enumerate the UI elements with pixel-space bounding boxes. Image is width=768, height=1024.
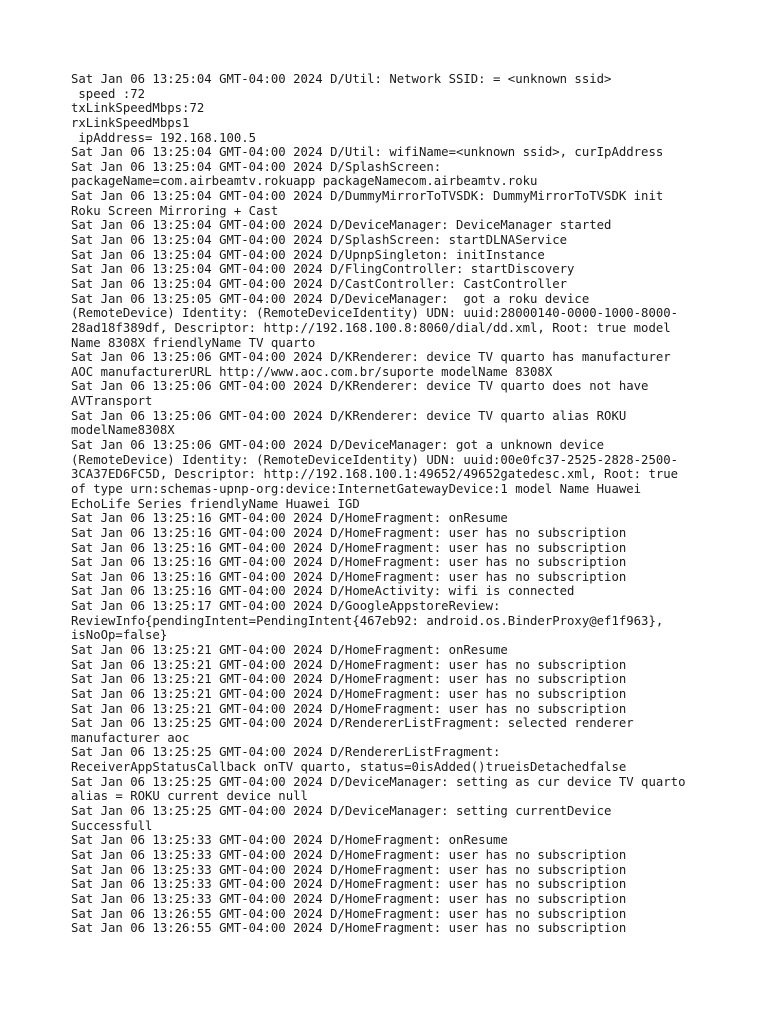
log-line: isNoOp=false} xyxy=(71,628,168,643)
log-line: manufacturer aoc xyxy=(71,730,190,745)
log-line: Sat Jan 06 13:25:16 GMT-04:00 2024 D/HomeFragment: user has no subscription xyxy=(71,569,627,584)
log-line: Sat Jan 06 13:25:16 GMT-04:00 2024 D/HomeFragment: onResume xyxy=(71,511,508,526)
log-line: Sat Jan 06 13:25:16 GMT-04:00 2024 D/HomeFragment: user has no subscription xyxy=(71,540,627,555)
log-line: txLinkSpeedMbps:72 xyxy=(71,101,205,116)
log-line: Sat Jan 06 13:25:21 GMT-04:00 2024 D/HomeFragment: onResume xyxy=(71,642,508,657)
log-line: alias = ROKU current device null xyxy=(71,789,308,804)
log-line: Sat Jan 06 13:25:33 GMT-04:00 2024 D/HomeFragment: user has no subscription xyxy=(71,847,627,862)
log-line: Sat Jan 06 13:25:25 GMT-04:00 2024 D/DeviceManager: setting currentDevice xyxy=(71,804,612,819)
log-line: Sat Jan 06 13:25:33 GMT-04:00 2024 D/HomeFragment: user has no subscription xyxy=(71,862,627,877)
log-line: Sat Jan 06 13:25:06 GMT-04:00 2024 D/KRenderer: device TV quarto has manufacturer xyxy=(71,350,671,365)
log-line: AOC manufacturerURL http://www.aoc.com.br/suporte modelName 8308X xyxy=(71,364,553,379)
log-line: Sat Jan 06 13:25:21 GMT-04:00 2024 D/HomeFragment: user has no subscription xyxy=(71,657,627,672)
log-line: Sat Jan 06 13:25:04 GMT-04:00 2024 D/Util: Network SSID: = <unknown ssid> xyxy=(71,72,612,86)
log-line: Successfull xyxy=(71,818,153,833)
log-line: 3CA37ED6FC5D, Descriptor: http://192.168.100.1:49652/49652gatedesc.xml, Root: true xyxy=(71,467,679,482)
log-line: Sat Jan 06 13:25:21 GMT-04:00 2024 D/HomeFragment: user has no subscription xyxy=(71,701,627,716)
log-line: ipAddress= 192.168.100.5 xyxy=(71,130,257,145)
log-line: Sat Jan 06 13:25:05 GMT-04:00 2024 D/DeviceManager: got a roku device xyxy=(71,291,590,306)
log-line: Sat Jan 06 13:25:25 GMT-04:00 2024 D/DeviceManager: setting as cur device TV quarto xyxy=(71,774,686,789)
log-line: Sat Jan 06 13:25:21 GMT-04:00 2024 D/HomeFragment: user has no subscription xyxy=(71,672,627,687)
log-line: Sat Jan 06 13:26:55 GMT-04:00 2024 D/HomeFragment: user has no subscription xyxy=(71,921,627,936)
log-line: Sat Jan 06 13:25:04 GMT-04:00 2024 D/UpnpSingleton: initInstance xyxy=(71,247,545,262)
log-line: rxLinkSpeedMbps1 xyxy=(71,115,190,130)
log-line: Sat Jan 06 13:25:04 GMT-04:00 2024 D/DeviceManager: DeviceManager started xyxy=(71,218,612,233)
log-line: Sat Jan 06 13:25:06 GMT-04:00 2024 D/KRenderer: device TV quarto alias ROKU xyxy=(71,408,627,423)
log-line: speed :72 xyxy=(71,86,146,101)
log-line: modelName8308X xyxy=(71,423,175,438)
log-line: Sat Jan 06 13:25:04 GMT-04:00 2024 D/SplashScreen: startDLNAService xyxy=(71,233,568,248)
log-line: AVTransport xyxy=(71,394,153,409)
log-text xyxy=(71,72,711,936)
log-line: Sat Jan 06 13:26:55 GMT-04:00 2024 D/HomeFragment: user has no subscription xyxy=(71,906,627,921)
log-line: Sat Jan 06 13:25:33 GMT-04:00 2024 D/HomeFragment: user has no subscription xyxy=(71,891,627,906)
log-line: Sat Jan 06 13:25:16 GMT-04:00 2024 D/HomeFragment: user has no subscription xyxy=(71,525,627,540)
log-line: EchoLife Series friendlyName Huawei IGD xyxy=(71,496,360,511)
log-line: Sat Jan 06 13:25:33 GMT-04:00 2024 D/HomeFragment: user has no subscription xyxy=(71,877,627,892)
log-line: Sat Jan 06 13:25:04 GMT-04:00 2024 D/SplashScreen: xyxy=(71,159,442,174)
log-line: ReceiverAppStatusCallback onTV quarto, status=0isAdded()trueisDetachedfalse xyxy=(71,760,627,775)
log-line: Sat Jan 06 13:25:25 GMT-04:00 2024 D/RendererListFragment: selected renderer xyxy=(71,716,634,731)
log-line: 28ad18f389df, Descriptor: http://192.168.100.8:8060/dial/dd.xml, Root: true model xyxy=(71,320,671,335)
log-line: Name 8308X friendlyName TV quarto xyxy=(71,335,316,350)
log-line: Sat Jan 06 13:25:06 GMT-04:00 2024 D/KRenderer: device TV quarto does not have xyxy=(71,379,649,394)
log-line: Sat Jan 06 13:25:04 GMT-04:00 2024 D/FlingController: startDiscovery xyxy=(71,262,575,277)
log-line: (RemoteDevice) Identity: (RemoteDeviceIdentity) UDN: uuid:28000140-0000-1000-8000- xyxy=(71,306,679,321)
log-line: ReviewInfo{pendingIntent=PendingIntent{467eb92: android.os.BinderProxy@ef1f963}, xyxy=(71,613,664,628)
log-line: Sat Jan 06 13:25:21 GMT-04:00 2024 D/HomeFragment: user has no subscription xyxy=(71,686,627,701)
log-line: Roku Screen Mirroring + Cast xyxy=(71,203,279,218)
log-line: Sat Jan 06 13:25:06 GMT-04:00 2024 D/DeviceManager: got a unknown device xyxy=(71,438,605,453)
log-line: Sat Jan 06 13:25:04 GMT-04:00 2024 D/CastController: CastController xyxy=(71,276,568,291)
log-line: Sat Jan 06 13:25:16 GMT-04:00 2024 D/HomeActivity: wifi is connected xyxy=(71,584,575,599)
log-line: Sat Jan 06 13:25:04 GMT-04:00 2024 D/Util: wifiName=<unknown ssid>, curIpAddress xyxy=(71,145,664,160)
log-line: packageName=com.airbeamtv.rokuapp packageNamecom.airbeamtv.roku xyxy=(71,174,538,189)
log-line: (RemoteDevice) Identity: (RemoteDeviceIdentity) UDN: uuid:00e0fc37-2525-2828-2500- xyxy=(71,452,679,467)
log-line: of type urn:schemas-upnp-org:device:InternetGatewayDevice:1 model Name Huawei xyxy=(71,481,642,496)
log-line: Sat Jan 06 13:25:17 GMT-04:00 2024 D/GoogleAppstoreReview: xyxy=(71,599,501,614)
log-line: Sat Jan 06 13:25:16 GMT-04:00 2024 D/HomeFragment: user has no subscription xyxy=(71,555,627,570)
log-line: Sat Jan 06 13:25:33 GMT-04:00 2024 D/HomeFragment: onResume xyxy=(71,833,508,848)
log-line: Sat Jan 06 13:25:25 GMT-04:00 2024 D/RendererListFragment: xyxy=(71,745,501,760)
log-line: Sat Jan 06 13:25:04 GMT-04:00 2024 D/DummyMirrorToTVSDK: DummyMirrorToTVSDK init xyxy=(71,189,664,204)
